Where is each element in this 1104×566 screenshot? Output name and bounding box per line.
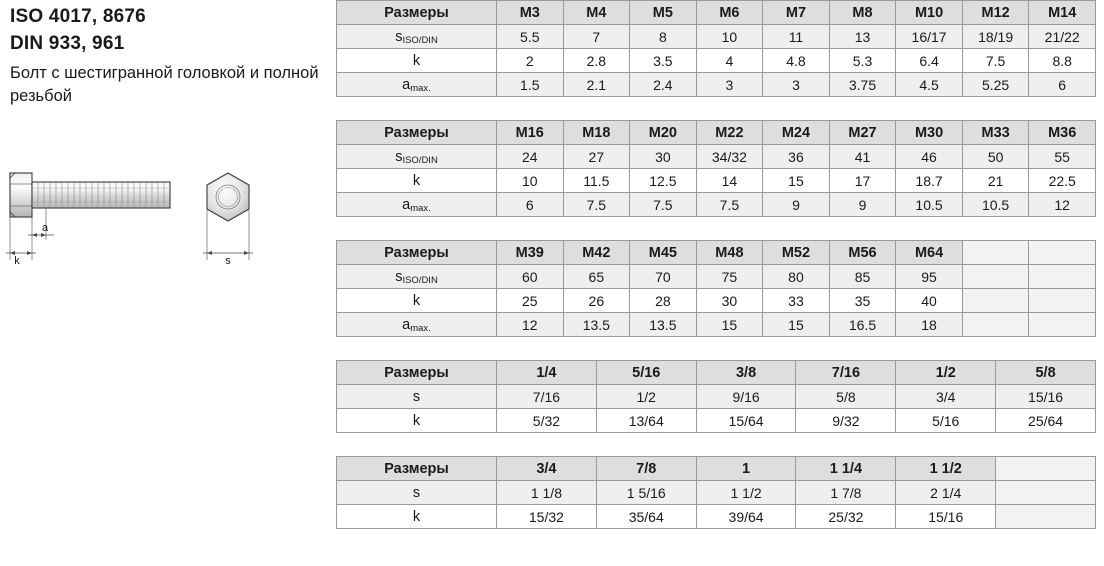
cell: 39/64 bbox=[696, 505, 796, 529]
dimension-tables bbox=[336, 0, 1104, 552]
cell: 40 bbox=[896, 289, 963, 313]
row-label: k bbox=[337, 289, 497, 313]
cell: 1 1/8 bbox=[497, 481, 597, 505]
standard-din-line: DIN 933, 961 bbox=[10, 33, 125, 54]
row-label: k bbox=[337, 49, 497, 73]
cell: 10.5 bbox=[896, 193, 963, 217]
col-header-empty bbox=[1029, 241, 1096, 265]
svg-text:s: s bbox=[225, 255, 231, 267]
cell: 5.25 bbox=[962, 73, 1029, 97]
cell: 1/2 bbox=[596, 385, 696, 409]
col-header: M42 bbox=[563, 241, 630, 265]
cell: 17 bbox=[829, 169, 896, 193]
cell: 7.5 bbox=[563, 193, 630, 217]
product-description: Болт с шестигранной головкой и полной резьбой bbox=[10, 64, 319, 105]
cell: 9 bbox=[763, 193, 830, 217]
cell: 6.4 bbox=[896, 49, 963, 73]
cell: 1 7/8 bbox=[796, 481, 896, 505]
cell: 2.8 bbox=[563, 49, 630, 73]
table-row bbox=[337, 49, 1096, 73]
table-row bbox=[337, 73, 1096, 97]
cell: 36 bbox=[763, 145, 830, 169]
cell: 35 bbox=[829, 289, 896, 313]
cell: 2.4 bbox=[630, 73, 697, 97]
cell: 70 bbox=[630, 265, 697, 289]
cell-empty bbox=[1029, 313, 1096, 337]
cell: 9/32 bbox=[796, 409, 896, 433]
cell: 15 bbox=[696, 313, 763, 337]
cell: 15 bbox=[763, 169, 830, 193]
col-header: M39 bbox=[497, 241, 564, 265]
cell: 35/64 bbox=[596, 505, 696, 529]
cell: 11.5 bbox=[563, 169, 630, 193]
row-label: $s_{ISO/DIN}$ bbox=[337, 265, 497, 289]
cell: 41 bbox=[829, 145, 896, 169]
cell: 13 bbox=[829, 25, 896, 49]
cell-empty bbox=[962, 289, 1029, 313]
cell: 2 bbox=[497, 49, 564, 73]
col-header: M48 bbox=[696, 241, 763, 265]
cell: 16.5 bbox=[829, 313, 896, 337]
col-header: M8 bbox=[829, 1, 896, 25]
dimension-table-inch-1 bbox=[336, 360, 1096, 433]
col-header: 1 1/4 bbox=[796, 457, 896, 481]
cell: 15 bbox=[763, 313, 830, 337]
col-header: M33 bbox=[962, 121, 1029, 145]
col-header: 5/16 bbox=[596, 361, 696, 385]
cell: 10.5 bbox=[962, 193, 1029, 217]
row-label: $a_{max.}$ bbox=[337, 193, 497, 217]
cell: 26 bbox=[563, 289, 630, 313]
cell: 15/32 bbox=[497, 505, 597, 529]
row-label: k bbox=[337, 505, 497, 529]
cell: 7.5 bbox=[630, 193, 697, 217]
col-header-empty bbox=[996, 457, 1096, 481]
dimension-table-metric-2 bbox=[336, 120, 1096, 217]
row-label: k bbox=[337, 409, 497, 433]
cell: 30 bbox=[696, 289, 763, 313]
cell: 50 bbox=[962, 145, 1029, 169]
row-label: s bbox=[337, 481, 497, 505]
cell: 9/16 bbox=[696, 385, 796, 409]
dimension-table-inch-2 bbox=[336, 456, 1096, 529]
cell: 14 bbox=[696, 169, 763, 193]
cell: 3/4 bbox=[896, 385, 996, 409]
cell: 18 bbox=[896, 313, 963, 337]
cell: 12.5 bbox=[630, 169, 697, 193]
cell: 12 bbox=[1029, 193, 1096, 217]
col-header: M64 bbox=[896, 241, 963, 265]
cell: 4.5 bbox=[896, 73, 963, 97]
cell: 6 bbox=[497, 193, 564, 217]
col-header: M5 bbox=[630, 1, 697, 25]
cell: 2 1/4 bbox=[896, 481, 996, 505]
cell: 21/22 bbox=[1029, 25, 1096, 49]
table-header-row bbox=[337, 121, 1096, 145]
cell: 5.5 bbox=[497, 25, 564, 49]
table-row bbox=[337, 265, 1096, 289]
cell: 1 1/2 bbox=[696, 481, 796, 505]
cell: 8 bbox=[630, 25, 697, 49]
cell: 9 bbox=[829, 193, 896, 217]
row-label: k bbox=[337, 169, 497, 193]
left-info-column bbox=[0, 0, 336, 566]
cell: 27 bbox=[563, 145, 630, 169]
cell-empty bbox=[1029, 265, 1096, 289]
row-label: $s_{ISO/DIN}$ bbox=[337, 145, 497, 169]
table-header-row bbox=[337, 457, 1096, 481]
table-row bbox=[337, 145, 1096, 169]
cell: 55 bbox=[1029, 145, 1096, 169]
col-header: 5/8 bbox=[996, 361, 1096, 385]
col-header: 3/8 bbox=[696, 361, 796, 385]
col-header: M30 bbox=[896, 121, 963, 145]
cell: 5/8 bbox=[796, 385, 896, 409]
table-row bbox=[337, 289, 1096, 313]
header-label: Размеры bbox=[337, 457, 497, 481]
cell: 1.5 bbox=[497, 73, 564, 97]
col-header: M27 bbox=[829, 121, 896, 145]
table-row bbox=[337, 505, 1096, 529]
row-label: s bbox=[337, 385, 497, 409]
table-row bbox=[337, 25, 1096, 49]
cell: 3.75 bbox=[829, 73, 896, 97]
cell: 7 bbox=[563, 25, 630, 49]
col-header-empty bbox=[962, 241, 1029, 265]
hex-head-bolt-drawing bbox=[0, 160, 336, 270]
cell: 65 bbox=[563, 265, 630, 289]
cell: 7.5 bbox=[696, 193, 763, 217]
col-header: 1 1/2 bbox=[896, 457, 996, 481]
header-label: Размеры bbox=[337, 1, 497, 25]
row-label: $s_{ISO/DIN}$ bbox=[337, 25, 497, 49]
table-row bbox=[337, 313, 1096, 337]
cell: 34/32 bbox=[696, 145, 763, 169]
cell: 7.5 bbox=[962, 49, 1029, 73]
cell: 18.7 bbox=[896, 169, 963, 193]
cell: 4 bbox=[696, 49, 763, 73]
col-header: M45 bbox=[630, 241, 697, 265]
row-label: $a_{max.}$ bbox=[337, 313, 497, 337]
cell: 80 bbox=[763, 265, 830, 289]
cell: 30 bbox=[630, 145, 697, 169]
table-row bbox=[337, 169, 1096, 193]
cell: 13.5 bbox=[563, 313, 630, 337]
cell: 1 5/16 bbox=[596, 481, 696, 505]
col-header: M18 bbox=[563, 121, 630, 145]
dimension-table-metric-3 bbox=[336, 240, 1096, 337]
cell: 22.5 bbox=[1029, 169, 1096, 193]
cell: 2.1 bbox=[563, 73, 630, 97]
cell: 8.8 bbox=[1029, 49, 1096, 73]
cell-empty bbox=[962, 313, 1029, 337]
col-header: 1 bbox=[696, 457, 796, 481]
cell: 75 bbox=[696, 265, 763, 289]
table-row bbox=[337, 409, 1096, 433]
header-label: Размеры bbox=[337, 361, 497, 385]
table-row bbox=[337, 481, 1096, 505]
cell: 7/16 bbox=[497, 385, 597, 409]
cell: 13/64 bbox=[596, 409, 696, 433]
col-header: M24 bbox=[763, 121, 830, 145]
col-header: 7/8 bbox=[596, 457, 696, 481]
header-label: Размеры bbox=[337, 241, 497, 265]
table-row bbox=[337, 385, 1096, 409]
cell: 15/16 bbox=[896, 505, 996, 529]
col-header: M4 bbox=[563, 1, 630, 25]
col-header: M22 bbox=[696, 121, 763, 145]
cell: 25/64 bbox=[996, 409, 1096, 433]
col-header: 1/2 bbox=[896, 361, 996, 385]
cell: 13.5 bbox=[630, 313, 697, 337]
cell: 12 bbox=[497, 313, 564, 337]
cell: 5.3 bbox=[829, 49, 896, 73]
header-label: Размеры bbox=[337, 121, 497, 145]
col-header: M20 bbox=[630, 121, 697, 145]
cell-empty bbox=[996, 505, 1096, 529]
col-header: M16 bbox=[497, 121, 564, 145]
cell-empty bbox=[996, 481, 1096, 505]
col-header: M36 bbox=[1029, 121, 1096, 145]
table-header-row bbox=[337, 1, 1096, 25]
col-header: 1/4 bbox=[497, 361, 597, 385]
col-header: M52 bbox=[763, 241, 830, 265]
cell: 15/64 bbox=[696, 409, 796, 433]
svg-text:a: a bbox=[41, 222, 49, 234]
cell: 24 bbox=[497, 145, 564, 169]
col-header: M12 bbox=[962, 1, 1029, 25]
cell: 3.5 bbox=[630, 49, 697, 73]
cell-empty bbox=[1029, 289, 1096, 313]
col-header: M10 bbox=[896, 1, 963, 25]
cell-empty bbox=[962, 265, 1029, 289]
dimension-table-metric-1 bbox=[336, 0, 1096, 97]
table-header-row bbox=[337, 241, 1096, 265]
cell: 25 bbox=[497, 289, 564, 313]
table-header-row bbox=[337, 361, 1096, 385]
svg-text:k: k bbox=[14, 255, 20, 267]
cell: 95 bbox=[896, 265, 963, 289]
standard-iso-line: ISO 4017, 8676 bbox=[10, 6, 146, 27]
cell: 3 bbox=[696, 73, 763, 97]
cell: 4.8 bbox=[763, 49, 830, 73]
cell: 15/16 bbox=[996, 385, 1096, 409]
cell: 5/16 bbox=[896, 409, 996, 433]
cell: 5/32 bbox=[497, 409, 597, 433]
cell: 33 bbox=[763, 289, 830, 313]
table-row bbox=[337, 193, 1096, 217]
cell: 18/19 bbox=[962, 25, 1029, 49]
cell: 16/17 bbox=[896, 25, 963, 49]
cell: 60 bbox=[497, 265, 564, 289]
cell: 6 bbox=[1029, 73, 1096, 97]
col-header: 3/4 bbox=[497, 457, 597, 481]
col-header: M14 bbox=[1029, 1, 1096, 25]
col-header: M3 bbox=[497, 1, 564, 25]
cell: 3 bbox=[763, 73, 830, 97]
col-header: M6 bbox=[696, 1, 763, 25]
cell: 46 bbox=[896, 145, 963, 169]
cell: 25/32 bbox=[796, 505, 896, 529]
row-label: $a_{max.}$ bbox=[337, 73, 497, 97]
cell: 10 bbox=[696, 25, 763, 49]
col-header: 7/16 bbox=[796, 361, 896, 385]
cell: 21 bbox=[962, 169, 1029, 193]
col-header: M7 bbox=[763, 1, 830, 25]
cell: 10 bbox=[497, 169, 564, 193]
cell: 28 bbox=[630, 289, 697, 313]
col-header: M56 bbox=[829, 241, 896, 265]
cell: 11 bbox=[763, 25, 830, 49]
cell: 85 bbox=[829, 265, 896, 289]
